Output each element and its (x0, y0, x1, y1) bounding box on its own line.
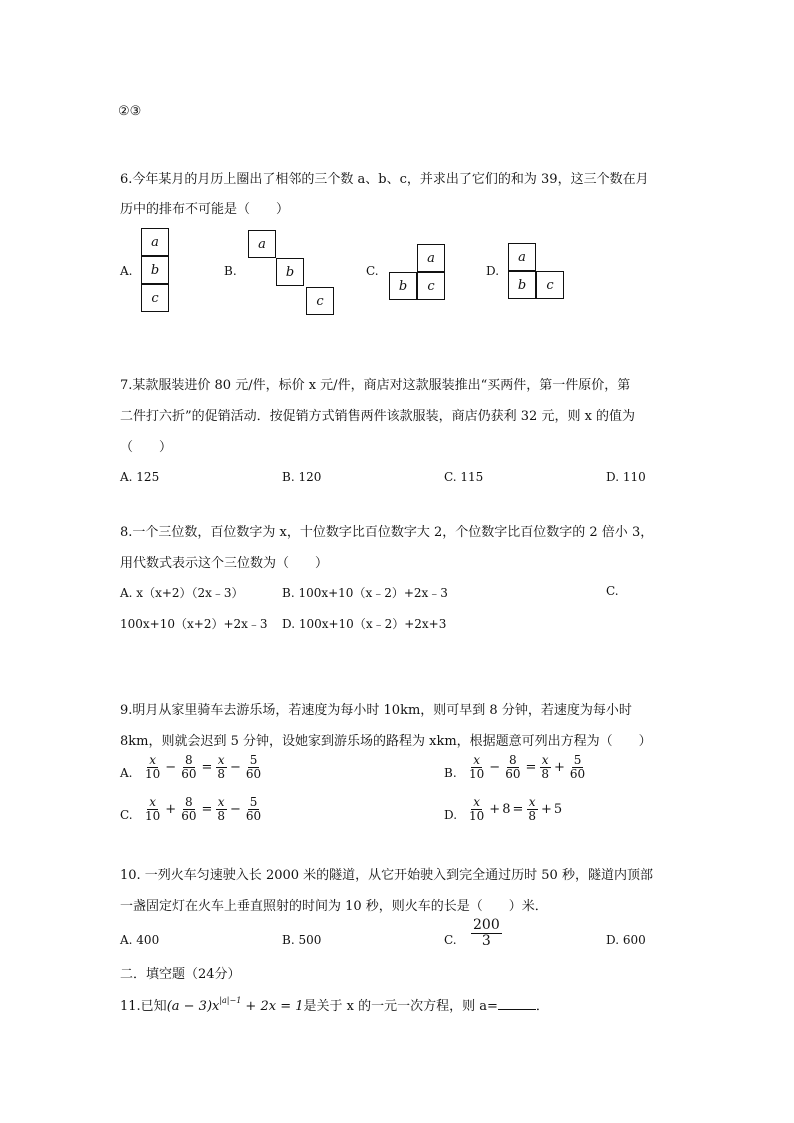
q9-line1: 9.明月从家里骑车去游乐场，若速度为每小时 10km，则可早到 8 分钟，若速度为每小时 (120, 703, 632, 718)
q9-option-b-label: B. (444, 766, 457, 780)
q9-a-frac-860-num: 8 (185, 753, 193, 767)
q9-d-eq: = (512, 801, 524, 817)
q9-b-frac-860-num: 8 (509, 753, 517, 767)
q11-expr-left: (a − 3)x (166, 999, 220, 1014)
q11-answer-blank[interactable] (498, 999, 536, 1010)
q9-option-d-label: D. (444, 808, 458, 822)
q9-c-op2: − (230, 801, 241, 817)
q9-option-d-equation (466, 796, 562, 822)
q7-option-c: C. 115 (444, 470, 484, 484)
q11-expr-right: + 2x = 1 (241, 999, 304, 1014)
q8-option-c-body: 100x+10（x+2）+2x﹣3 (120, 617, 268, 631)
q9-d-frac-x10-num: x (473, 795, 481, 809)
q9-option-c-label: C. (120, 808, 133, 822)
q8-line2: 用代数式表示这个三位数为（ ） (120, 556, 329, 571)
q11-mid: 是关于 x 的一元一次方程，则 a= (303, 999, 498, 1014)
q9-a-eq: = (201, 759, 213, 775)
q9-d-const-5: 5 (553, 801, 563, 817)
q9-a-frac-860-den: 60 (181, 766, 197, 781)
q6-b-cell-a: a (248, 230, 276, 258)
q9-b-frac-x8-den: 8 (541, 766, 550, 781)
q7-line2: 二件打六折”的促销活动．按促销方式销售两件该款服装，商店仍获利 32 元，则 x 的值为 (120, 409, 636, 424)
q9-c-frac-860-den: 60 (181, 808, 197, 823)
q9-c-frac-860-num: 8 (185, 795, 193, 809)
q9-b-frac-560-num: 5 (573, 753, 582, 767)
q9-a-frac-560 (244, 754, 263, 780)
q9-c-frac-x8 (215, 796, 227, 822)
q9-c-frac-x10 (143, 796, 162, 822)
q9-c-frac-860 (179, 796, 198, 822)
previous-answer-marks: ②③ (118, 104, 142, 119)
q9-b-frac-860-den: 60 (505, 766, 521, 781)
q6-option-c-label: C. (366, 264, 379, 278)
q7-option-b: B. 120 (282, 470, 322, 484)
q9-c-op1: + (165, 801, 177, 817)
q6-d-cell-b: b (508, 271, 536, 299)
q9-b-frac-x10 (467, 754, 486, 780)
q7-option-a: A. 125 (120, 470, 160, 484)
q7-option-d: D. 110 (606, 470, 646, 484)
q6-b-cell-b: b (276, 258, 304, 286)
q9-a-frac-560-den: 60 (245, 766, 262, 781)
q9-c-frac-x8-num: x (217, 795, 225, 809)
q7-line3: （ ） (120, 440, 173, 455)
q9-b-frac-x8 (539, 754, 551, 780)
q10-option-c-numerator: 200 (473, 917, 500, 933)
q9-d-frac-x10-den: 10 (469, 808, 485, 823)
q10-option-a: A. 400 (120, 933, 160, 947)
q9-c-frac-560-num: 5 (249, 795, 258, 809)
q9-d-frac-x10 (467, 796, 486, 822)
q9-b-frac-860 (503, 754, 522, 780)
q6-c-cell-b: b (389, 272, 417, 300)
q6-a-cell-a: a (141, 228, 169, 256)
q9-b-frac-560 (568, 754, 587, 780)
q9-d-frac-x8 (526, 796, 538, 822)
q6-option-a-label: A. (120, 264, 133, 278)
q9-option-b-equation (466, 754, 588, 780)
q9-b-frac-x10-den: 10 (469, 766, 485, 781)
q9-a-frac-x10 (143, 754, 162, 780)
q10-option-b: B. 500 (282, 933, 322, 947)
q7-line1: 7.某款服装进价 80 元/件，标价 x 元/件，商店对这款服装推出“买两件，第一件原价，第 (120, 378, 631, 393)
q9-c-frac-x8-den: 8 (217, 808, 226, 823)
q9-option-c-equation (142, 796, 264, 822)
q9-a-op1: − (165, 759, 177, 775)
q9-option-a-equation (142, 754, 264, 780)
q11-exponent: |a|−1 (219, 996, 242, 1005)
q8-option-b: B. 100x+10（x﹣2）+2x﹣3 (282, 586, 448, 600)
q9-d-op2: + (541, 801, 552, 817)
q9-a-frac-x8-num: x (217, 753, 225, 767)
q10-option-d: D. 600 (606, 933, 646, 947)
q9-option-a-label: A. (120, 766, 133, 780)
q8-line1: 8.一个三位数，百位数字为 x，十位数字比百位数字大 2，个位数字比百位数字的 2 倍小 3， (120, 525, 654, 540)
q9-b-op2: + (554, 759, 565, 775)
q9-d-const-8: 8 (502, 801, 511, 817)
q11-end: ． (535, 999, 549, 1014)
q9-b-frac-x10-num: x (473, 753, 481, 767)
q6-line1: 6.今年某月的月历上圈出了相邻的三个数 a、b、c，并求出了它们的和为 39，这三个数在月 (120, 172, 649, 187)
q6-c-cell-c: c (417, 272, 445, 300)
q9-a-frac-560-num: 5 (249, 753, 258, 767)
q9-a-op2: − (230, 759, 241, 775)
q6-line2: 历中的排布不可能是（ ） (120, 202, 290, 217)
q11-prefix: 11.已知 (120, 999, 167, 1014)
q10-line1: 10. 一列火车匀速驶入长 2000 米的隧道，从它开始驶入到完全通过历时 50 秒，隧道内顶部 (120, 868, 653, 883)
q6-b-cell-c: c (306, 287, 334, 315)
q6-option-b-label: B. (224, 264, 237, 278)
q6-a-cell-c: c (141, 284, 169, 312)
q10-option-c-label: C. (444, 933, 457, 947)
q6-d-cell-a: a (508, 243, 536, 271)
q9-a-frac-x10-den: 10 (145, 766, 161, 781)
q8-option-a: A. x（x+2）（2x﹣3） (120, 586, 244, 600)
q8-option-d: D. 100x+10（x﹣2）+2x+3 (282, 617, 447, 631)
q10-option-c-denominator: 3 (481, 932, 491, 949)
section-2-heading: 二．填空题（24分） (120, 967, 241, 982)
q10-line2: 一盏固定灯在火车上垂直照射的时间为 10 秒，则火车的长是（ ）米． (120, 899, 548, 914)
q9-a-frac-x8 (215, 754, 227, 780)
q6-d-cell-c: c (536, 271, 564, 299)
q9-c-frac-560-den: 60 (245, 808, 262, 823)
q9-b-op1: − (489, 759, 501, 775)
q10-option-c-fraction (470, 918, 503, 948)
q9-d-op1: + (489, 801, 501, 817)
q9-a-frac-860 (179, 754, 198, 780)
q9-d-frac-x8-den: 8 (528, 808, 537, 823)
q9-a-frac-x10-num: x (149, 753, 157, 767)
q9-b-frac-560-den: 60 (569, 766, 586, 781)
q9-b-eq: = (525, 759, 537, 775)
q6-c-cell-a: a (417, 244, 445, 272)
q6-a-cell-b: b (141, 256, 169, 284)
q9-line2: 8km，则就会迟到 5 分钟，设她家到游乐场的路程为 xkm，根据题意可列出方程为（ ） (120, 734, 652, 749)
q9-c-frac-x10-den: 10 (145, 808, 161, 823)
q8-option-c-label: C. (606, 584, 619, 598)
q9-c-eq: = (201, 801, 213, 817)
q9-c-frac-x10-num: x (149, 795, 157, 809)
q6-option-d-label: D. (486, 264, 500, 278)
q11-line (120, 995, 549, 1014)
q9-c-frac-560 (244, 796, 263, 822)
q9-b-frac-x8-num: x (541, 753, 549, 767)
q9-d-frac-x8-num: x (528, 795, 536, 809)
q9-a-frac-x8-den: 8 (217, 766, 226, 781)
